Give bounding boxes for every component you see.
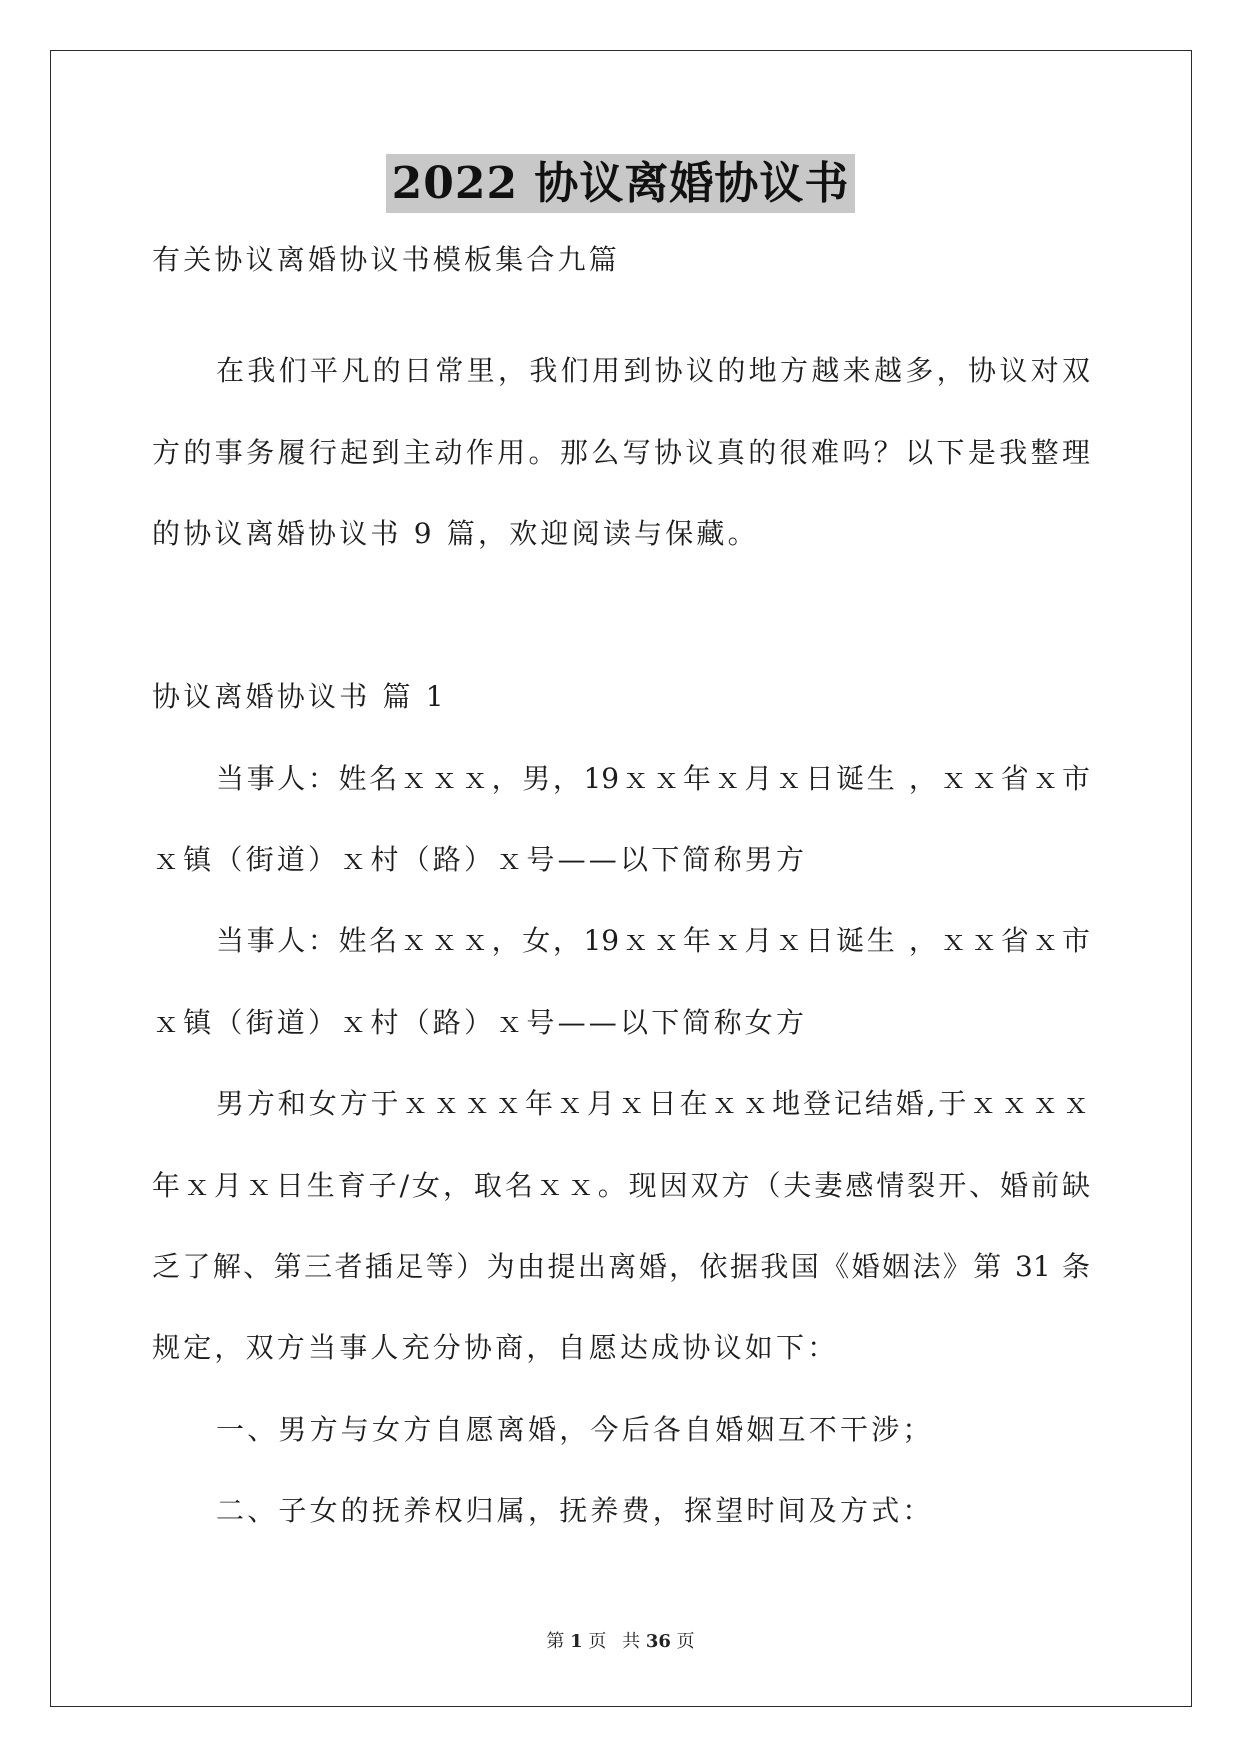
party-male-paragraph	[152, 738, 1090, 901]
document-title: 2022 协议离婚协议书	[386, 154, 856, 213]
paragraph-line: 乏了解、第三者插足等）为由提出离婚，依据我国《婚姻法》第 31 条	[152, 1249, 1090, 1283]
party-female-paragraph	[152, 900, 1090, 1063]
paragraph-line: 男方和女方于ｘｘｘｘ年ｘ月ｘ日在ｘｘ地登记结婚,于ｘｘｘｘ	[216, 1087, 1090, 1121]
paragraph-line: 当事人：姓名ｘｘｘ，男，19ｘｘ年ｘ月ｘ日诞生 ，ｘｘ省ｘ市	[216, 761, 1090, 795]
document-body	[152, 219, 1090, 1551]
paragraph-line: 方的事务履行起到主动作用。那么写协议真的很难吗？以下是我整理	[152, 435, 1090, 469]
section-heading: 协议离婚协议书 篇 1	[152, 680, 447, 714]
footer-total-prefix: 共	[622, 1631, 641, 1652]
paragraph-line: ｘ镇（街道）ｘ村（路）ｘ号——以下简称男方	[152, 843, 808, 877]
paragraph-line: 当事人：姓名ｘｘｘ，女，19ｘｘ年ｘ月ｘ日诞生 ，ｘｘ省ｘ市	[216, 924, 1090, 958]
title-container	[0, 154, 1241, 213]
clause-1: 一、男方与女方自愿离婚，今后各自婚姻互不干涉；	[216, 1412, 934, 1446]
footer-page-suffix: 页	[588, 1631, 607, 1652]
footer-page-prefix: 第	[546, 1631, 565, 1652]
paragraph-line: 的协议离婚协议书 9 篇，欢迎阅读与保藏。	[152, 517, 759, 551]
clause-2: 二、子女的抚养权归属，抚养费，探望时间及方式：	[216, 1494, 934, 1528]
footer-current-page: 1	[570, 1631, 583, 1652]
paragraph-line: ｘ镇（街道）ｘ村（路）ｘ号——以下简称女方	[152, 1005, 808, 1039]
paragraph-line: 在我们平凡的日常里，我们用到协议的地方越来越多，协议对双	[216, 354, 1090, 388]
footer-total-pages: 36	[645, 1631, 671, 1652]
page-footer	[0, 1630, 1241, 1654]
document-subtitle: 有关协议离婚协议书模板集合九篇	[152, 243, 621, 277]
footer-total-suffix: 页	[676, 1631, 695, 1652]
recital-paragraph	[152, 1063, 1090, 1389]
paragraph-line: 年ｘ月ｘ日生育子/女，取名ｘｘ。现因双方（夫妻感情裂开、婚前缺	[152, 1168, 1090, 1202]
paragraph-line: 规定，双方当事人充分协商，自愿达成协议如下：	[152, 1331, 839, 1365]
intro-paragraph	[152, 330, 1090, 574]
